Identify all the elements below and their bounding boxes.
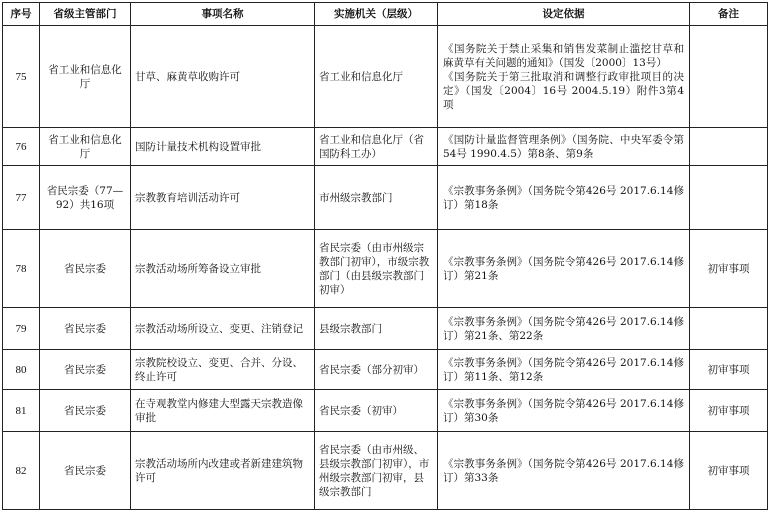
row-agency: 市州级宗教部门 — [315, 166, 438, 230]
row-no: 76 — [3, 128, 40, 166]
row-dept: 省工业和信息化厅 — [40, 128, 131, 166]
row-note: 初审事项 — [690, 350, 768, 390]
row-item: 宗教院校设立、变更、合并、分设、终止许可 — [131, 350, 315, 390]
row-basis — [438, 308, 690, 350]
row-basis — [438, 432, 690, 510]
row-no: 80 — [3, 350, 40, 390]
basis-line: 《宗教事务条例》（国务院令第426号 2017.6.14修订）第33条 — [443, 457, 684, 484]
row-agency: 省民宗委（由市州级宗教部门初审），市级宗教部门（由县级宗教部门初审） — [315, 230, 438, 308]
basis-line: 《宗教事务条例》（国务院令第426号 2017.6.14修订）第21条、第22条 — [443, 315, 684, 342]
row-basis — [438, 166, 690, 230]
row-agency: 省民宗委（由市州级、县级宗教部门初审），市州级宗教部门初审，县级宗教部门 — [315, 432, 438, 510]
row-no: 79 — [3, 308, 40, 350]
row-dept: 省民宗委 — [40, 230, 131, 308]
header-dept: 省级主管部门 — [40, 3, 131, 26]
table-row — [3, 432, 768, 510]
row-dept: 省民宗委 — [40, 390, 131, 432]
row-no: 82 — [3, 432, 40, 510]
row-no: 78 — [3, 230, 40, 308]
table-row — [3, 390, 768, 432]
row-note — [690, 128, 768, 166]
row-note — [690, 308, 768, 350]
row-item: 在寺观教堂内修建大型露天宗教造像审批 — [131, 390, 315, 432]
row-agency: 省民宗委（部分初审） — [315, 350, 438, 390]
row-basis — [438, 230, 690, 308]
row-no: 75 — [3, 26, 40, 128]
row-no: 81 — [3, 390, 40, 432]
row-agency: 省民宗委（初审） — [315, 390, 438, 432]
row-note: 初审事项 — [690, 230, 768, 308]
row-agency: 省工业和信息化厅 — [315, 26, 438, 128]
table-row — [3, 26, 768, 128]
basis-line: 《宗教事务条例》（国务院令第426号 2017.6.14修订）第11条、第12条 — [443, 356, 684, 383]
row-item: 宗教活动场所筹备设立审批 — [131, 230, 315, 308]
row-item: 甘草、麻黄草收购许可 — [131, 26, 315, 128]
table-row — [3, 128, 768, 166]
row-dept: 省民宗委 — [40, 350, 131, 390]
row-dept: 省民宗委 — [40, 308, 131, 350]
row-no: 77 — [3, 166, 40, 230]
row-basis — [438, 350, 690, 390]
table-header-row — [3, 3, 768, 26]
header-basis: 设定依据 — [438, 3, 690, 26]
row-note — [690, 26, 768, 128]
row-dept: 省民宗委（77—92）共16项 — [40, 166, 131, 230]
basis-line: 《国防计量监督管理条例》（国务院、中央军委令第54号 1990.4.5）第8条、第9条 — [443, 133, 684, 160]
row-dept: 省工业和信息化厅 — [40, 26, 131, 128]
row-basis — [438, 26, 690, 128]
header-note: 备注 — [690, 3, 768, 26]
basis-line: 《国务院关于第三批取消和调整行政审批项目的决定》（国发〔2004〕16号 2004.5.19）附件3第4项 — [443, 70, 684, 111]
row-note — [690, 166, 768, 230]
row-item: 宗教活动场所设立、变更、注销登记 — [131, 308, 315, 350]
row-dept: 省民宗委 — [40, 432, 131, 510]
table-row — [3, 350, 768, 390]
header-no: 序号 — [3, 3, 40, 26]
row-item: 国防计量技术机构设置审批 — [131, 128, 315, 166]
table-row — [3, 230, 768, 308]
row-note: 初审事项 — [690, 390, 768, 432]
basis-line: 《宗教事务条例》（国务院令第426号 2017.6.14修订）第21条 — [443, 255, 684, 282]
basis-line: 《国务院关于禁止采集和销售发菜制止滥挖甘草和麻黄草有关问题的通知》（国发〔2000〕13号） — [443, 42, 684, 69]
row-agency: 县级宗教部门 — [315, 308, 438, 350]
header-agency: 实施机关（层级） — [315, 3, 438, 26]
row-item: 宗教活动场所内改建或者新建建筑物许可 — [131, 432, 315, 510]
basis-line: 《宗教事务条例》（国务院令第426号 2017.6.14修订）第30条 — [443, 397, 684, 424]
approval-items-table — [2, 2, 768, 510]
row-basis — [438, 390, 690, 432]
basis-line: 《宗教事务条例》（国务院令第426号 2017.6.14修订）第18条 — [443, 184, 684, 211]
row-basis — [438, 128, 690, 166]
table-row — [3, 166, 768, 230]
header-item: 事项名称 — [131, 3, 315, 26]
row-item: 宗教教育培训活动许可 — [131, 166, 315, 230]
row-note: 初审事项 — [690, 432, 768, 510]
table-row — [3, 308, 768, 350]
row-agency: 省工业和信息化厅（省国防科工办） — [315, 128, 438, 166]
